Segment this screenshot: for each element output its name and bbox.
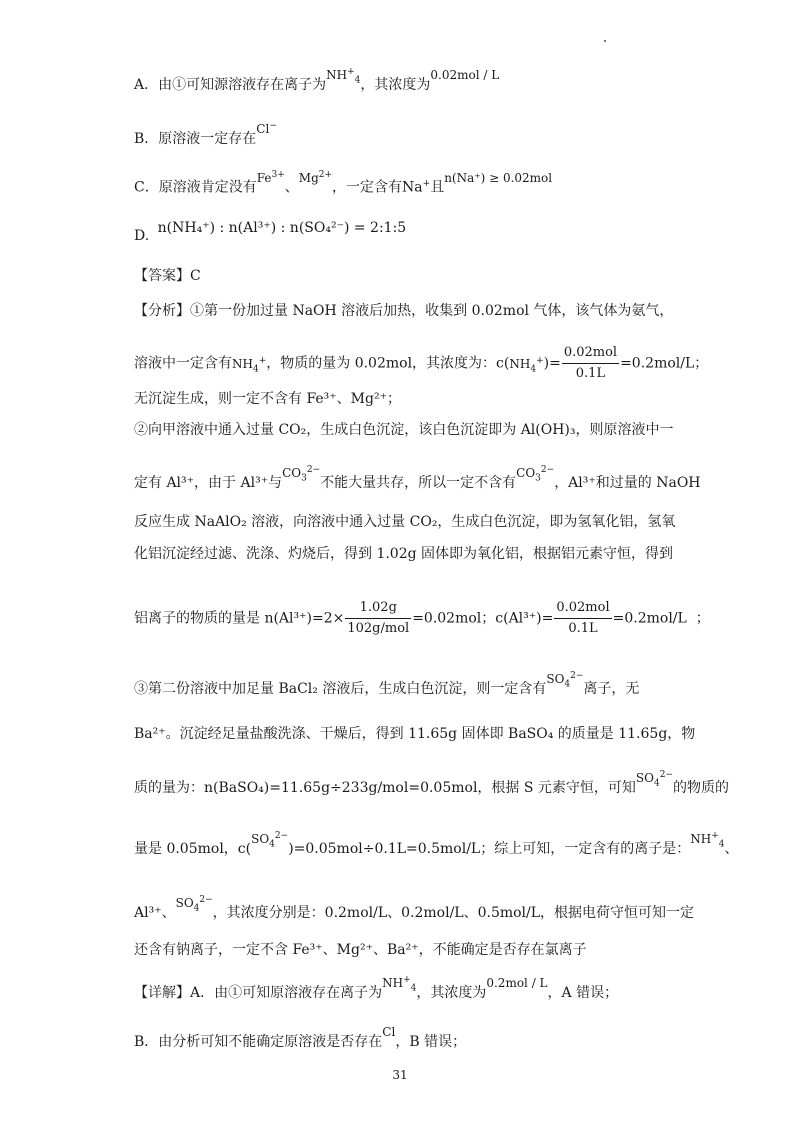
analysis-line-4: ②向甲溶液中通入过量 CO₂，生成白色沉淀，该白色沉淀即为 Al(OH)₃，则原溶液中一 (134, 422, 674, 438)
answer-line: 【答案】C (134, 268, 201, 284)
analysis-line-5: 定有 Al³⁺，由于 Al³⁺与$CO_3^{2-}$不能大量共存，所以一定不含有$CO_3^{2-}$，Al³⁺和过量的 NaOH (134, 465, 701, 491)
scan-mark (604, 40, 606, 42)
option-a: A．由①可知源溶液存在离子为$NH^+_4$，其浓度为0.02mol / L (134, 67, 500, 93)
fraction-al-conc: $\frac{\text{0.02mol}}{0.1L}$ (556, 600, 610, 636)
analysis-line-14: 还含有钠离子，一定不含 Fe³⁺、Mg²⁺、Ba²⁺，不能确定是否存在氯离子 (134, 942, 587, 958)
analysis-line-7: 化铝沉淀经过滤、洗涤、灼烧后，得到 1.02g 固体即为氧化铝，根据铝元素守恒，得到 (134, 546, 674, 562)
analysis-line-1: 【分析】①第一份加过量 NaOH 溶液后加热，收集到 0.02mol 气体，该气体为氨气， (134, 303, 674, 319)
analysis-line-6: 反应生成 NaAlO₂ 溶液，向溶液中通入过量 CO₂，生成白色沉淀，即为氢氧化铝，氢氧 (134, 514, 676, 530)
option-b: B．原溶液一定存在Cl− (134, 121, 277, 147)
detail-line-1: 【详解】A．由①可知原溶液存在离子为$NH^+_4$，其浓度为0.2mol / L，A 错误； (134, 975, 619, 1001)
analysis-line-3: 无沉淀生成，则一定不含有 Fe³⁺、Mg²⁺； (134, 391, 401, 407)
analysis-line-8: 铝离子的物质的量是 n(Al³⁺)=2× $\frac{1.02g}{\text{102g/mol}}$ =0.02mol；c(Al³⁺)= $\frac{\text{0.02mol}}{0.1L}$ =0.2mol/L ； (134, 598, 710, 639)
option-c: C．原溶液肯定没有$Fe^{3+}$、$Mg^{2+}$，一定含有Na+且n(Na⁺) ≥ 0.02mol (134, 169, 553, 196)
analysis-line-12: 量是 0.05mol，$c(SO_4^{2-})=0.05mol\div 0.1L=0.5mol/L$；综上可知，一定含有的离子是：$NH^+_4$、 (134, 831, 739, 857)
analysis-line-10: Ba²⁺。沉淀经足量盐酸洗涤、干燥后，得到 11.65g 固体即 BaSO₄ 的质量是 11.65g，物 (134, 726, 696, 742)
analysis-line-2: 溶液中一定含有$NH_4^+$，物质的量为 0.02mol，其浓度为：$c(NH_4^+)=$ $\frac{\text{0.02mol}}{0.1L}$ =0.2mol/L； (134, 343, 708, 384)
analysis-line-13: Al³⁺、$SO_4^{2-}$，其浓度分别是：0.2mol/L、0.2mol/L、0.5mol/L，根据电荷守恒可知一定 (134, 895, 695, 921)
option-d: D. n(NH₄⁺) : n(Al³⁺) : n(SO₄²⁻) = 2:1:5 (134, 220, 407, 244)
analysis-line-9: ③第二份溶液中加足量 BaCl₂ 溶液后，生成白色沉淀，则一定含有$SO_4^{2-}$离子，无 (134, 671, 640, 697)
analysis-line-11: 质的量为：n(BaSO₄)=11.65g÷233g/mol=0.05mol，根据 S 元素守恒，可知$SO_4^{2-}$的物质的 (134, 770, 729, 796)
page-number: 31 (392, 1068, 408, 1082)
fraction-nh4-conc: $\frac{\text{0.02mol}}{0.1L}$ (563, 345, 618, 381)
detail-line-2: B．由分析可知不能确定原溶液是否存在Cl，B 错误； (134, 1025, 467, 1050)
fraction-al-mass: $\frac{1.02g}{\text{102g/mol}}$ (347, 600, 410, 636)
